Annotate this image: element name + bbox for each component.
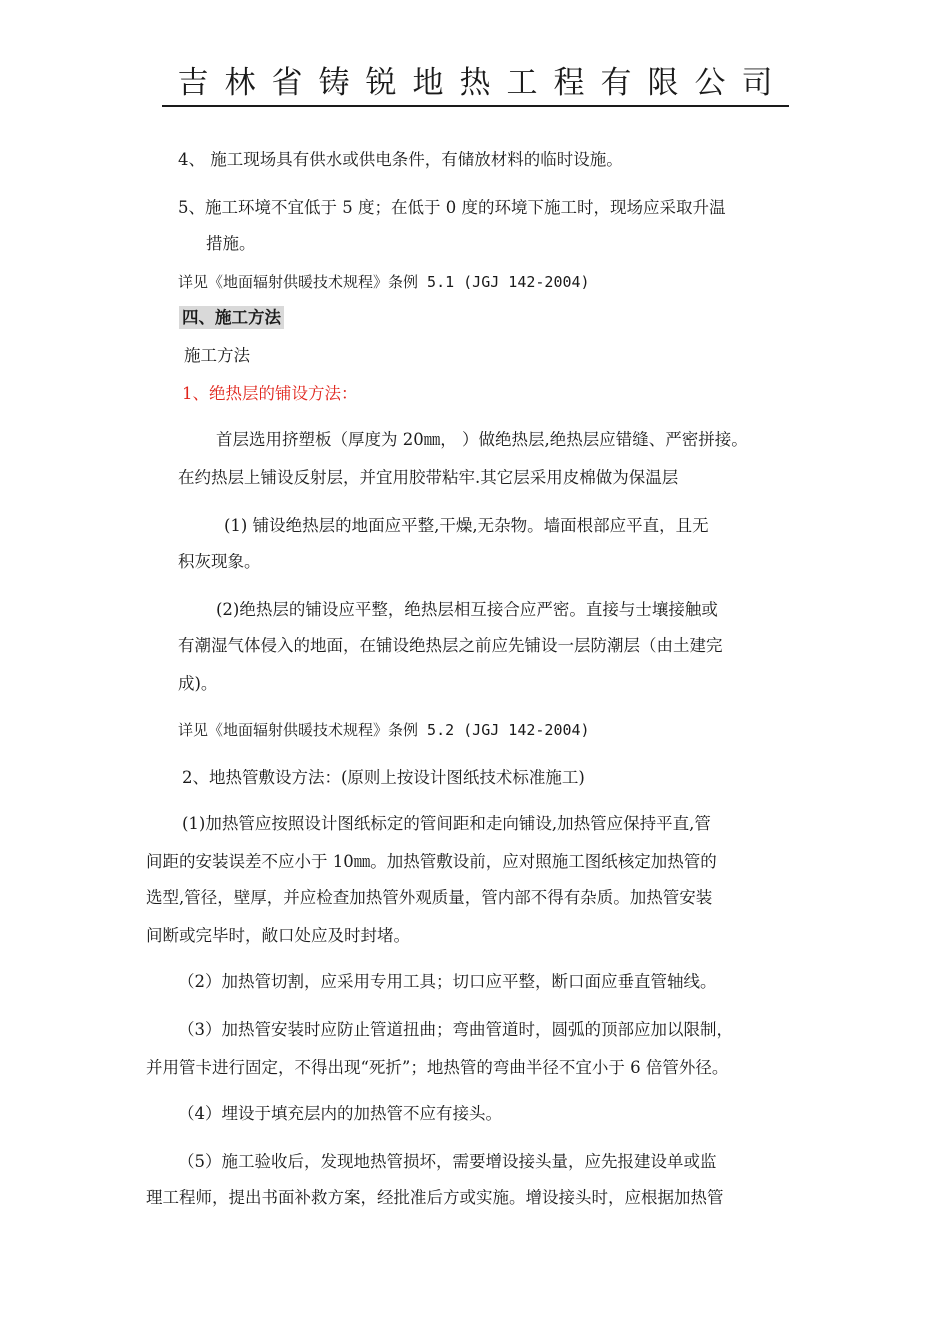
paragraph-line: （4）埋设于填充层内的加热管不应有接头。 <box>178 1104 502 1123</box>
paragraph-line: （2）加热管切割，应采用专用工具；切口应平整，断口面应垂直管轴线。 <box>178 972 717 991</box>
insulation-method-heading: 1、绝热层的铺设方法： <box>182 384 358 403</box>
paragraph-line: （3）加热管安装时应防止管道扭曲；弯曲管道时，圆弧的顶部应加以限制， <box>178 1020 733 1039</box>
reference-5-1: 详见《地面辐射供暖技术规程》条例 5.1 (JGJ 142-2004) <box>178 273 590 291</box>
paragraph-line: (1) 铺设绝热层的地面应平整,干燥,无杂物。墙面根部应平直，且无 <box>224 516 709 535</box>
reference-5-2: 详见《地面辐射供暖技术规程》条例 5.2 (JGJ 142-2004) <box>178 721 590 739</box>
item-5-continued: 措施。 <box>206 234 256 253</box>
pipe-laying-heading: 2、地热管敷设方法：(原则上按设计图纸技术标准施工) <box>182 768 585 787</box>
paragraph-line: 在约热层上铺设反射层，并宜用胶带粘牢.其它层采用皮棉做为保温层 <box>178 468 679 487</box>
document-header <box>0 62 950 107</box>
section-heading <box>179 306 284 330</box>
paragraph-line: 首层选用挤塑板（厚度为 20㎜， ）做绝热层,绝热层应错缝、严密拼接。 <box>216 430 748 449</box>
paragraph-line: 选型,管径，壁厚，并应检查加热管外观质量，管内部不得有杂质。加热管安装 <box>146 888 713 907</box>
company-name: 吉林省铸锐地热工程有限公司 <box>162 62 789 107</box>
paragraph-line: (1)加热管应按照设计图纸标定的管间距和走向铺设,加热管应保持平直,管 <box>182 814 711 833</box>
section-title: 四、施工方法 <box>179 306 284 329</box>
item-4-water-power: 4、 施工现场具有供水或供电条件，有储放材料的临时设施。 <box>178 150 623 169</box>
paragraph-line: 理工程师，提出书面补救方案，经批准后方或实施。增设接头时，应根据加热管 <box>146 1188 724 1207</box>
item-5-temperature: 5、施工环境不宜低于 5 度；在低于 0 度的环境下施工时，现场应采取升温 <box>178 198 726 217</box>
paragraph-line: 有潮湿气体侵入的地面，在铺设绝热层之前应先铺设一层防潮层（由土建完 <box>178 636 723 655</box>
paragraph-line: 成)。 <box>178 674 218 693</box>
paragraph-line: 积灰现象。 <box>178 552 261 571</box>
paragraph-line: 并用管卡进行固定，不得出现“死折”；地热管的弯曲半径不宜小于 6 倍管外径。 <box>146 1058 729 1077</box>
paragraph-line: （5）施工验收后，发现地热管损坏，需要增设接头量，应先报建设单或监 <box>178 1152 717 1171</box>
paragraph-line: 间距的安装误差不应小于 10㎜。加热管敷设前，应对照施工图纸核定加热管的 <box>146 852 717 871</box>
paragraph-line: (2)绝热层的铺设应平整，绝热层相互接合应严密。直接与士壤接触或 <box>216 600 718 619</box>
subheading-method: 施工方法 <box>184 346 250 365</box>
paragraph-line: 间断或完毕时，敞口处应及时封堵。 <box>146 926 410 945</box>
